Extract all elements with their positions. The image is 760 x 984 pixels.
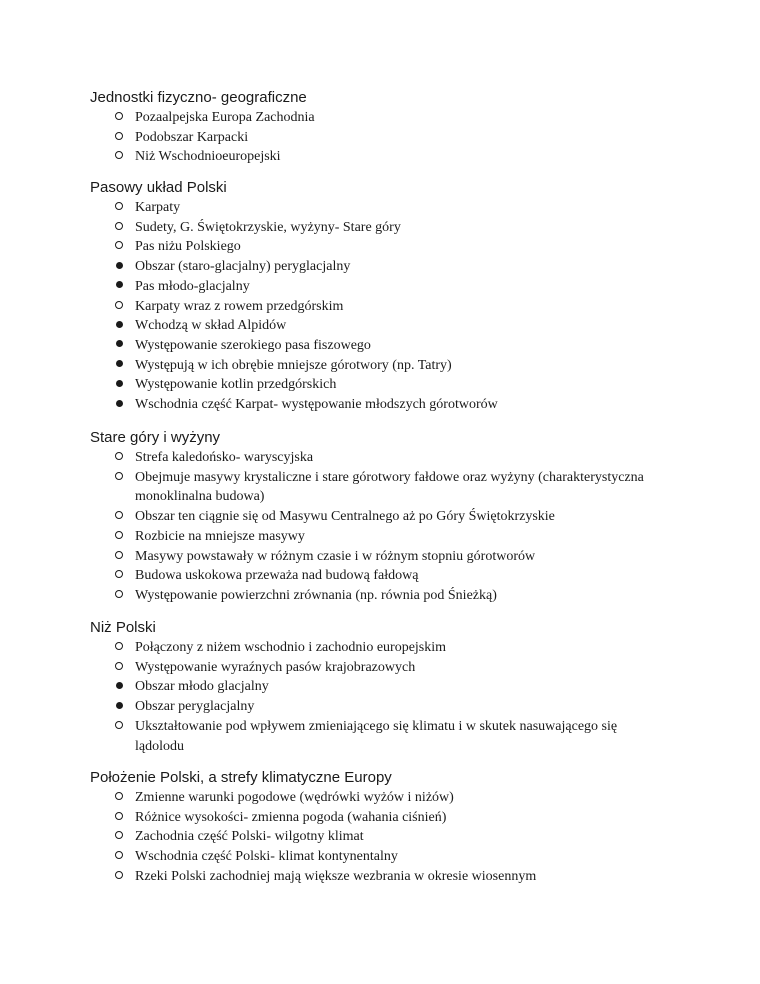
list-item	[0, 566, 760, 586]
section-heading: Stare góry i wyżyny	[90, 429, 221, 446]
list-item-text: Rzeki Polski zachodniej mają większe wezbrania w okresie wiosennym	[135, 868, 537, 884]
hollow-bullet-icon	[112, 658, 126, 678]
list-item	[0, 218, 760, 238]
section-polish-lowland	[0, 618, 760, 756]
filled-bullet-icon	[112, 375, 126, 395]
list-item-text: Pozaalpejska Europa Zachodnia	[135, 110, 315, 125]
list-item-text: Zachodnia część Polski- wilgotny klimat	[135, 829, 364, 845]
hollow-bullet-icon	[112, 128, 126, 148]
list-item	[0, 808, 760, 828]
bullet-list	[0, 788, 760, 887]
list-item-text: Występują w ich obrębie mniejsze górotwory (np. Tatry)	[135, 357, 452, 373]
list-item-text: Występowanie powierzchni zrównania (np. równia pod Śnieżką)	[135, 587, 497, 603]
hollow-bullet-icon	[112, 198, 126, 218]
list-item	[0, 395, 760, 415]
hollow-bullet-icon	[112, 847, 126, 867]
list-item	[0, 108, 760, 128]
hollow-bullet-icon	[112, 108, 126, 128]
list-item-text: Karpaty wraz z rowem przedgórskim	[135, 298, 344, 314]
list-item-text: Połączony z niżem wschodnio i zachodnio europejskim	[135, 640, 447, 655]
list-item-text: Budowa uskokowa przeważa nad budową fałdową	[135, 568, 419, 584]
list-item-text: Występowanie wyraźnych pasów krajobrazowych	[135, 659, 416, 675]
hollow-bullet-icon	[112, 527, 126, 547]
section-belt-layout-poland	[0, 178, 760, 415]
hollow-bullet-icon	[112, 566, 126, 586]
list-item-text: Podobszar Karpacki	[135, 129, 249, 145]
list-item-text: Różnice wysokości- zmienna pogoda (wahania ciśnień)	[135, 809, 447, 825]
list-item-text: Strefa kaledońsko- waryscyjska	[135, 450, 314, 465]
list-item	[0, 448, 760, 468]
list-item	[0, 507, 760, 527]
list-item-text: Pas niżu Polskiego	[135, 239, 241, 255]
list-item	[0, 788, 760, 808]
list-item	[0, 717, 760, 756]
hollow-bullet-icon	[112, 468, 126, 488]
list-item	[0, 638, 760, 658]
filled-bullet-icon	[112, 395, 126, 415]
hollow-bullet-icon	[112, 638, 126, 658]
bullet-list	[0, 198, 760, 415]
hollow-bullet-icon	[112, 827, 126, 847]
list-item	[0, 827, 760, 847]
list-item-text: Rozbicie na mniejsze masywy	[135, 528, 305, 544]
bullet-list	[0, 638, 760, 756]
section-physical-geographic-units	[0, 88, 760, 167]
list-item-text: Wschodnia część Karpat- występowanie młodszych górotworów	[135, 397, 498, 413]
list-item-text: Obszar peryglacjalny	[135, 699, 255, 715]
list-item	[0, 527, 760, 547]
section-heading: Pasowy układ Polski	[90, 179, 227, 196]
list-item	[0, 867, 760, 887]
list-item	[0, 257, 760, 277]
section-heading: Położenie Polski, a strefy klimatyczne Europy	[90, 769, 392, 786]
list-item	[0, 128, 760, 148]
list-item	[0, 237, 760, 257]
hollow-bullet-icon	[112, 218, 126, 238]
list-item-text: Sudety, G. Świętokrzyskie, wyżyny- Stare góry	[135, 219, 401, 235]
list-item	[0, 297, 760, 317]
hollow-bullet-icon	[112, 507, 126, 527]
list-item	[0, 468, 760, 507]
list-item	[0, 356, 760, 376]
list-item	[0, 547, 760, 567]
list-item-text: Zmienne warunki pogodowe (wędrówki wyżów i niżów)	[135, 790, 454, 805]
list-item	[0, 277, 760, 297]
list-item-text: Wschodnia część Polski- klimat kontynentalny	[135, 849, 398, 865]
list-item-text: Obszar (staro-glacjalny) peryglacjalny	[135, 259, 351, 275]
hollow-bullet-icon	[112, 237, 126, 257]
hollow-bullet-icon	[112, 448, 126, 468]
bullet-list	[0, 448, 760, 606]
list-item	[0, 336, 760, 356]
list-item	[0, 586, 760, 606]
section-heading: Jednostki fizyczno- geograficzne	[90, 89, 307, 106]
list-item	[0, 316, 760, 336]
hollow-bullet-icon	[112, 147, 126, 167]
section-location-climate-zones	[0, 768, 760, 887]
filled-bullet-icon	[112, 677, 126, 697]
list-item-text: Obszar młodo glacjalny	[135, 679, 269, 695]
list-item-text: Wchodzą w skład Alpidów	[135, 318, 287, 334]
list-item	[0, 198, 760, 218]
filled-bullet-icon	[112, 697, 126, 717]
list-item-text: Obejmuje masywy krystaliczne i stare górotwory fałdowe oraz wyżyny (charakterystyczna monoklinalna budowa)	[135, 469, 644, 505]
hollow-bullet-icon	[112, 808, 126, 828]
filled-bullet-icon	[112, 356, 126, 376]
list-item-text: Obszar ten ciągnie się od Masywu Centralnego aż po Góry Świętokrzyskie	[135, 509, 555, 525]
list-item-text: Występowanie szerokiego pasa fiszowego	[135, 337, 371, 353]
hollow-bullet-icon	[112, 547, 126, 567]
hollow-bullet-icon	[112, 788, 126, 808]
list-item	[0, 847, 760, 867]
filled-bullet-icon	[112, 336, 126, 356]
bullet-list	[0, 108, 760, 167]
list-item-text: Niż Wschodnioeuropejski	[135, 149, 281, 165]
filled-bullet-icon	[112, 316, 126, 336]
list-item-text: Pas młodo-glacjalny	[135, 278, 250, 294]
hollow-bullet-icon	[112, 717, 126, 737]
list-item	[0, 658, 760, 678]
filled-bullet-icon	[112, 257, 126, 277]
list-item	[0, 677, 760, 697]
hollow-bullet-icon	[112, 867, 126, 887]
hollow-bullet-icon	[112, 586, 126, 606]
list-item-text: Karpaty	[135, 200, 181, 215]
filled-bullet-icon	[112, 277, 126, 297]
list-item-text: Występowanie kotlin przedgórskich	[135, 377, 337, 393]
hollow-bullet-icon	[112, 297, 126, 317]
list-item	[0, 375, 760, 395]
section-old-mountains-uplands	[0, 428, 760, 606]
section-heading: Niż Polski	[90, 619, 156, 636]
list-item-text: Ukształtowanie pod wpływem zmieniającego się klimatu i w skutek nasuwającego się lądolodu	[135, 718, 618, 754]
list-item	[0, 697, 760, 717]
list-item-text: Masywy powstawały w różnym czasie i w różnym stopniu górotworów	[135, 548, 536, 564]
list-item	[0, 147, 760, 167]
